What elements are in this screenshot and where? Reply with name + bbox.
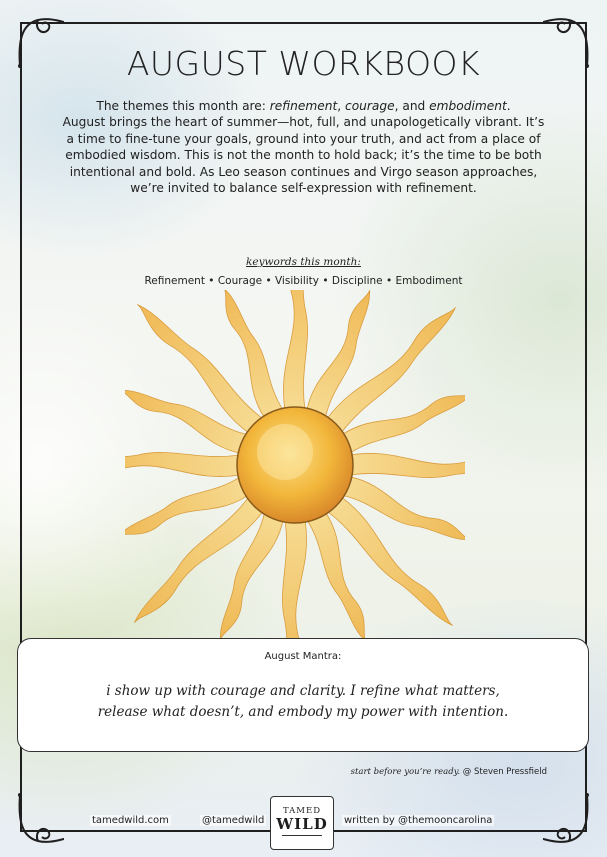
- sun-icon: [125, 290, 465, 640]
- corner-flourish-bottom-right: [541, 793, 599, 851]
- sun-ray: [350, 453, 465, 477]
- footer-author-link[interactable]: written by @themooncarolina: [344, 815, 493, 826]
- intro-paragraph: [60, 98, 547, 196]
- themes-suffix: .: [506, 99, 511, 113]
- footer-website-link[interactable]: tamedwild.com: [92, 815, 169, 826]
- logo-bottom: WILD: [276, 815, 328, 833]
- theme-courage: courage: [345, 99, 395, 113]
- logo-top: TAMED: [282, 806, 322, 816]
- quote: [351, 767, 547, 777]
- quote-text: start before you’re ready.: [350, 767, 461, 777]
- footer-handle-link[interactable]: @tamedwild: [202, 815, 265, 826]
- mantra-line-2: release what doesn’t, and embody my power with intention.: [97, 704, 509, 720]
- intro-body: August brings the heart of summer—hot, full, and unapologetically vibrant. It’s a time to fine-tune your goals, ground into your truth, and act from a place of embodied wisdom. This is not the month to hold back; it’s the time to be both intentional and bold. As Leo season continues and Virgo season approaches, we’re invited to balance self-expression with refinement.: [62, 115, 545, 196]
- keywords-list: Refinement • Courage • Visibility • Discipline • Embodiment: [144, 275, 463, 287]
- corner-flourish-bottom-left: [8, 793, 66, 851]
- logo-divider: [282, 835, 322, 836]
- mantra-label: August Mantra:: [264, 651, 342, 662]
- theme-embodiment: embodiment: [429, 99, 507, 113]
- sun-illustration: [125, 290, 465, 640]
- keywords-title: keywords this month:: [246, 256, 361, 268]
- mantra-line-1: i show up with courage and clarity. I refine what matters,: [106, 683, 500, 699]
- themes-prefix: The themes this month are:: [96, 99, 270, 113]
- theme-separator: ,: [337, 99, 345, 113]
- mantra-text: [18, 681, 588, 723]
- mantra-box: [17, 638, 589, 752]
- tamed-wild-logo: [270, 796, 334, 850]
- sun-ray: [282, 520, 306, 640]
- theme-separator: , and: [394, 99, 430, 113]
- sun-ray: [283, 290, 307, 410]
- sun-ray: [125, 452, 240, 476]
- theme-refinement: refinement: [269, 99, 338, 113]
- page-title: AUGUST WORKBOOK: [126, 44, 481, 83]
- quote-attribution: @ Steven Pressfield: [460, 767, 547, 777]
- themes-line: [60, 98, 547, 114]
